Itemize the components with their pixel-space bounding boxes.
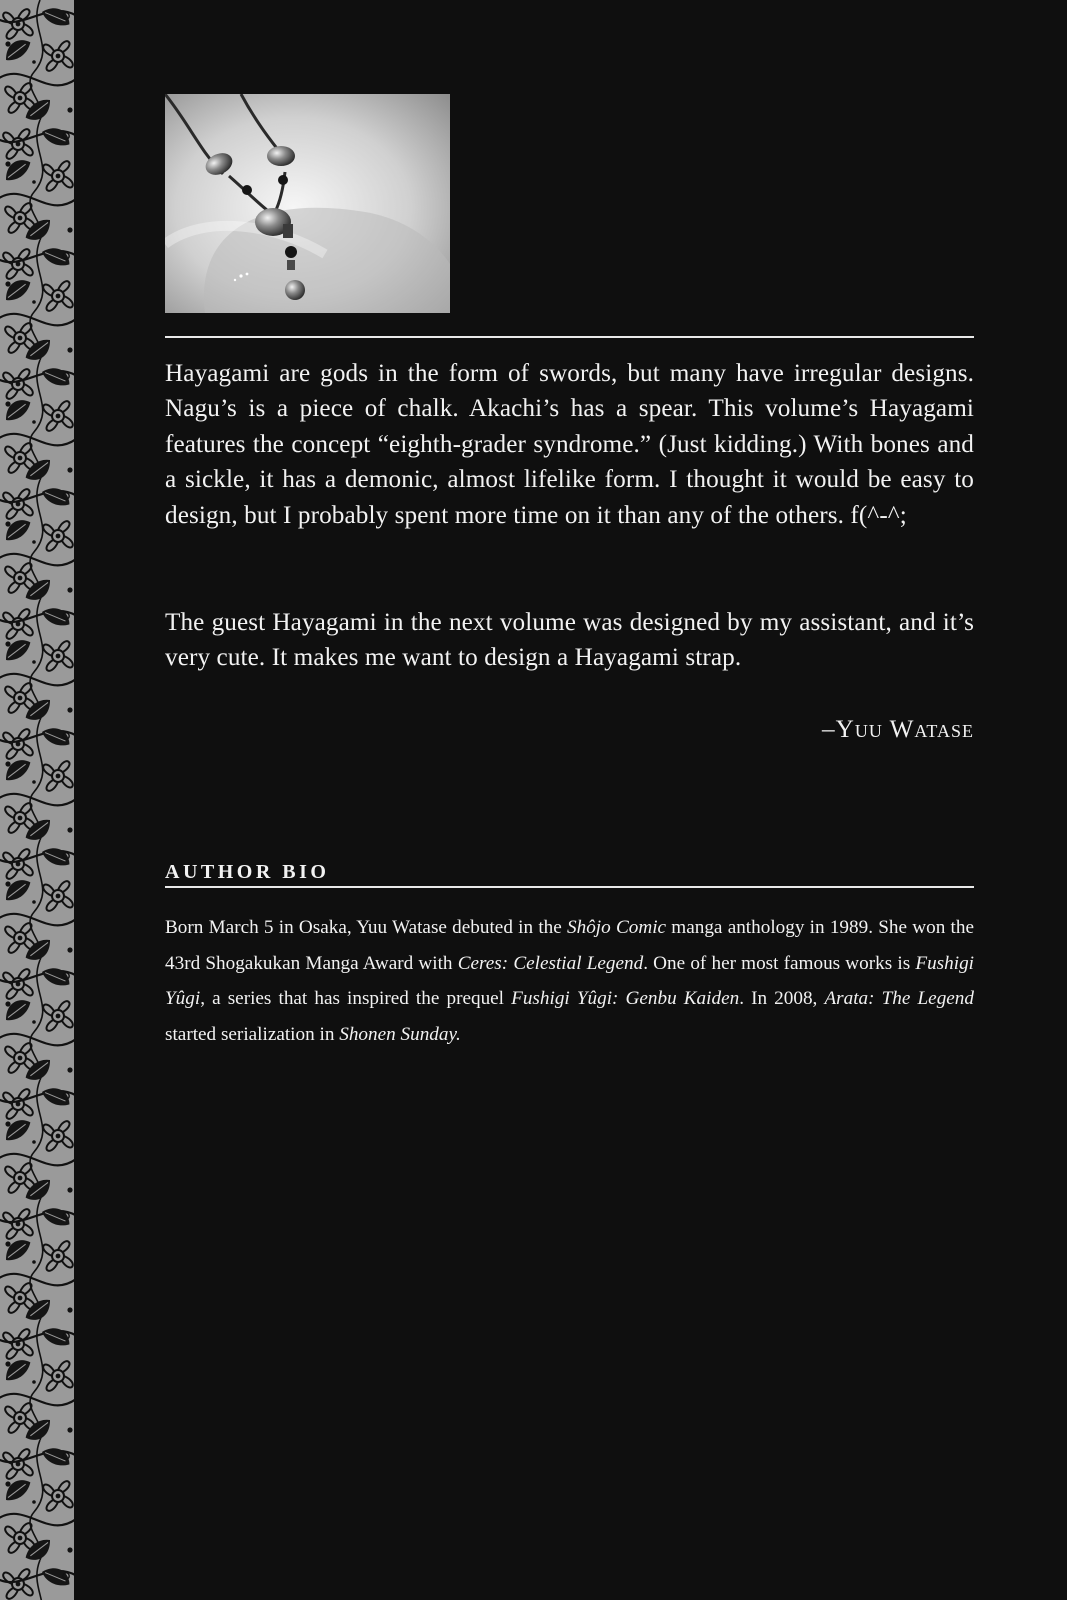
bio-title-shojo-comic: Shôjo Comic xyxy=(567,917,667,938)
author-bio-text xyxy=(165,910,974,1052)
bio-text-segment: manga anthology in 1989. She won the 43rd Shogakukan Manga Award with xyxy=(165,917,974,974)
author-signature: –Yuu Watase xyxy=(822,716,974,743)
bio-title-arata: Arata: The Legend xyxy=(824,988,974,1009)
author-bio-heading: AUTHOR BIO xyxy=(165,861,330,883)
bio-title-shonen-sunday: Shonen Sunday. xyxy=(339,1023,461,1045)
bio-text-segment: . In 2008, xyxy=(739,988,825,1009)
bio-text-segment: . One of her most famous works is xyxy=(643,952,916,974)
necklace-photo xyxy=(165,94,450,313)
author-bio-divider xyxy=(165,886,974,888)
top-divider xyxy=(165,336,974,338)
bio-title-ceres: Ceres: Celestial Legend xyxy=(457,952,644,974)
commentary-paragraph-1: Hayagami are gods in the form of swords, but many have irregular designs. Nagu’s is a piece of chalk. Akachi’s has a spear. This volume’s Hayagami features the concept “eighth-grader syndrome.” (Just kidding.) With bones and a sickle, it has a demonic, almost lifelike form. I thought it would be easy to design, but I probably spent more time on it than any of the others. f(^-^; xyxy=(165,360,974,529)
bio-text-segment: Born March 5 in Osaka, Yuu Watase debuted in the xyxy=(165,917,568,938)
commentary-paragraph-2: The guest Hayagami in the next volume was designed by my assistant, and it’s very cute. It makes me want to design a Hayagami strap. xyxy=(165,609,974,672)
bio-text-segment: , a series that has inspired the prequel xyxy=(200,988,512,1009)
floral-border-strip xyxy=(0,0,76,1600)
bio-title-genbu-kaiden: Fushigi Yûgi: Genbu Kaiden xyxy=(511,988,740,1009)
bio-title-fushigi-yugi: Fushigi Yûgi xyxy=(165,952,974,1009)
bio-text-segment: started serialization in xyxy=(165,1023,340,1045)
